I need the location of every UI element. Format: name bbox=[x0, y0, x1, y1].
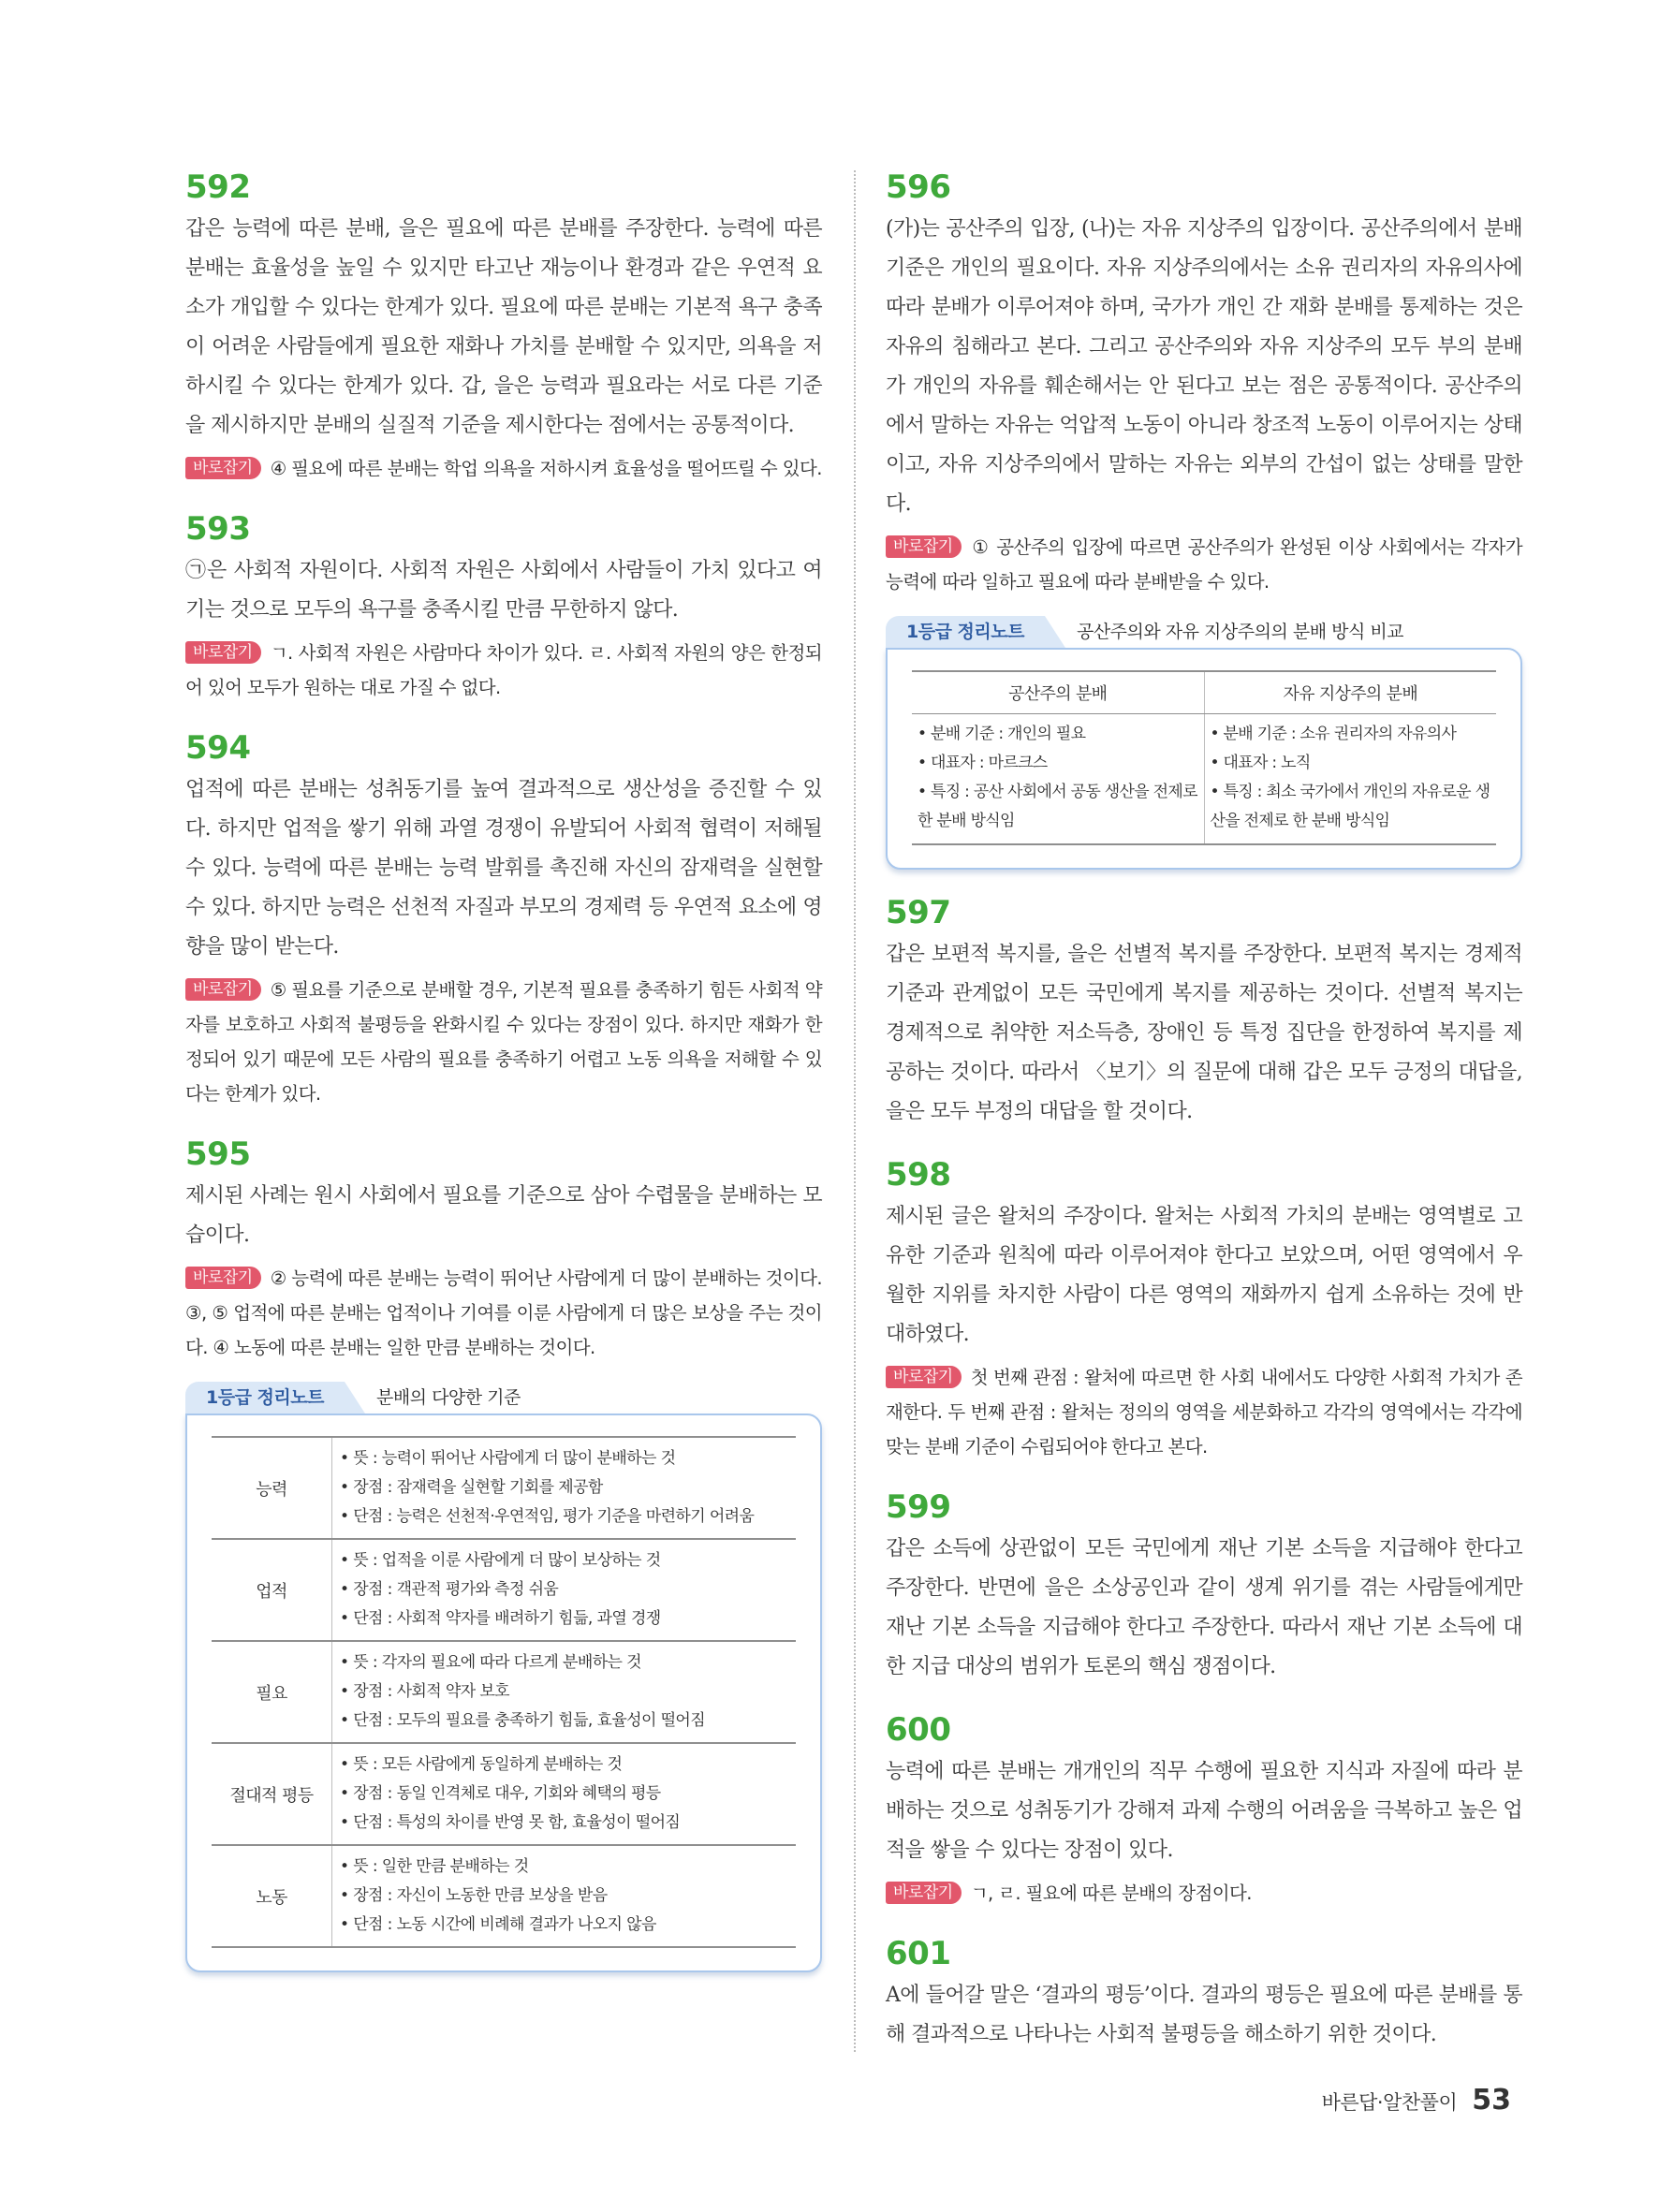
row-line: • 뜻 : 능력이 뛰어난 사람에게 더 많이 분배하는 것 bbox=[340, 1449, 676, 1468]
row-key: 절대적 평등 bbox=[212, 1743, 332, 1845]
correction-note bbox=[185, 451, 822, 486]
explanation-text: A에 들어갈 말은 ‘결과의 평등’이다. 결과의 평등은 필요에 따른 분배를 통해 결과적으로 나타나는 사회적 불평등을 해소하기 위한 것이다. bbox=[886, 1984, 1522, 2046]
question-number: 595 bbox=[185, 1135, 251, 1173]
question-number: 599 bbox=[886, 1488, 951, 1526]
row-value bbox=[332, 1743, 797, 1845]
explanation-text: 제시된 사례는 원시 사회에서 필요를 기준으로 삼아 수렵물을 분배하는 모습이다. bbox=[185, 1184, 822, 1247]
cell-line: • 분배 기준 : 개인의 필요 bbox=[918, 725, 1086, 743]
table-row bbox=[212, 1539, 796, 1641]
correction-note bbox=[185, 973, 822, 1111]
row-value bbox=[332, 1845, 797, 1947]
question-number: 598 bbox=[886, 1156, 951, 1194]
question-number: 596 bbox=[886, 168, 951, 206]
row-line: • 장점 : 사회적 약자 보호 bbox=[340, 1682, 509, 1701]
row-line: • 장점 : 자신이 노동한 만큼 보상을 받음 bbox=[340, 1886, 608, 1905]
row-value bbox=[332, 1539, 797, 1641]
row-line: • 장점 : 동일 인격체로 대우, 기회와 혜택의 평등 bbox=[340, 1784, 661, 1803]
correction-text: ㄱ. 사회적 자원은 사람마다 차이가 있다. ㄹ. 사회적 자원의 양은 한정되어 있어 모두가 원하는 대로 가질 수 없다. bbox=[185, 642, 822, 698]
correction-label: 바로잡기 bbox=[185, 978, 261, 1001]
question-597 bbox=[886, 894, 1522, 1132]
note-title: 분배의 다양한 기준 bbox=[375, 1387, 521, 1408]
explanation-text: 갑은 소득에 상관없이 모든 국민에게 재난 기본 소득을 지급해야 한다고 주장한다. 반면에 을은 소상공인과 같이 생계 위기를 겪는 사람들에게만 재난 기본 소득을 지급해야 한다고 주장한다. 따라서 재난 기본 소득에 대한 지급 대상의 범위가 토론의 핵심 쟁점이다. bbox=[886, 1537, 1522, 1678]
row-line: • 단점 : 사회적 약자를 배려하기 힘듦, 과열 경쟁 bbox=[340, 1609, 661, 1628]
row-line: • 단점 : 능력은 선천적·우연적임, 평가 기준을 마련하기 어려움 bbox=[340, 1507, 755, 1526]
explanation-text: 업적에 따른 분배는 성취동기를 높여 결과적으로 생산성을 증진할 수 있다. 하지만 업적을 쌓기 위해 과열 경쟁이 유발되어 사회적 협력이 저해될 수 있다. 능력에 따른 분배는 능력 발휘를 촉진해 자신의 잠재력을 실현할 수 있다. 하지만 능력은 선천적 자질과 부모의 경제력 등 우연적 요소에 영향을 많이 받는다. bbox=[185, 778, 822, 959]
question-593 bbox=[185, 510, 822, 705]
table-row bbox=[212, 1845, 796, 1947]
question-594 bbox=[185, 729, 822, 1111]
note-tag: 1등급 정리노트 bbox=[886, 616, 1045, 648]
table-header-row bbox=[912, 671, 1496, 714]
correction-text: ④ 필요에 따른 분배는 학업 의욕을 저하시켜 효율성을 떨어뜨릴 수 있다. bbox=[270, 458, 822, 479]
explanation-text: (가)는 공산주의 입장, (나)는 자유 지상주의 입장이다. 공산주의에서 분배 기준은 개인의 필요이다. 자유 지상주의에서는 소유 권리자의 자유의사에 따라 분배가 이루어져야 하며, 국가가 개인 간 재화 분배를 통제하는 것은 자유의 침해라고 본다. 그리고 공산주의와 자유 지상주의 모두 부의 분배가 개인의 자유를 훼손해서는 안 된다고 보는 점은 공통적이다. 공산주의에서 말하는 자유는 억압적 노동이 아니라 창조적 노동이 이루어지는 상태이고, 자유 지상주의에서 말하는 자유는 외부의 간섭이 없는 상태를 말한다. bbox=[886, 217, 1522, 516]
correction-label: 바로잡기 bbox=[886, 1882, 962, 1904]
page-footer bbox=[1322, 2084, 1511, 2117]
correction-label: 바로잡기 bbox=[886, 1366, 962, 1388]
correction-label: 바로잡기 bbox=[185, 641, 261, 664]
cell-line: • 특징 : 최소 국가에서 개인의 자유로운 생산을 전제로 한 분배 방식임 bbox=[1210, 783, 1490, 830]
column-header: 공산주의 분배 bbox=[912, 671, 1204, 714]
correction-note bbox=[886, 1360, 1522, 1464]
correction-label: 바로잡기 bbox=[185, 457, 261, 479]
correction-text: ㄱ, ㄹ. 필요에 따른 분배의 장점이다. bbox=[970, 1882, 1252, 1904]
correction-note bbox=[185, 1261, 822, 1365]
row-key: 노동 bbox=[212, 1845, 332, 1947]
explanation-text: 갑은 보편적 복지를, 을은 선별적 복지를 주장한다. 보편적 복지는 경제적 기준과 관계없이 모든 국민에게 복지를 제공하는 것이다. 선별적 복지는 경제적으로 취약한 저소득층, 장애인 등 특정 집단을 한정하여 복지를 제공하는 것이다. 따라서 〈보기〉의 질문에 대해 갑은 모두 긍정의 대답을, 을은 모두 부정의 대답을 할 것이다. bbox=[886, 943, 1522, 1123]
table-cell bbox=[1204, 714, 1496, 845]
table-cell bbox=[912, 714, 1204, 845]
correction-note bbox=[886, 530, 1522, 599]
page-number: 53 bbox=[1472, 2084, 1511, 2117]
note-tag: 1등급 정리노트 bbox=[185, 1382, 345, 1414]
column-header: 자유 지상주의 분배 bbox=[1204, 671, 1496, 714]
cell-line: • 분배 기준 : 소유 권리자의 자유의사 bbox=[1210, 725, 1457, 743]
note-title: 공산주의와 자유 지상주의의 분배 방식 비교 bbox=[1076, 622, 1404, 642]
question-number: 597 bbox=[886, 894, 951, 931]
criteria-table bbox=[212, 1436, 796, 1948]
question-599 bbox=[886, 1488, 1522, 1687]
question-595 bbox=[185, 1135, 822, 1972]
row-line: • 장점 : 객관적 평가와 측정 쉬움 bbox=[340, 1580, 559, 1599]
explanation-text: 제시된 글은 왈처의 주장이다. 왈처는 사회적 가치의 분배는 영역별로 고유한 기준과 원칙에 따라 이루어져야 한다고 보았으며, 어떤 영역에서 우월한 지위를 차지한 사람이 다른 영역의 재화까지 쉽게 소유하는 것에 반대하였다. bbox=[886, 1205, 1522, 1346]
row-value bbox=[332, 1641, 797, 1743]
table-row bbox=[912, 714, 1496, 845]
explanation-text: 능력에 따른 분배는 개개인의 직무 수행에 필요한 지식과 자질에 따라 분배하는 것으로 성취동기가 강해져 과제 수행의 어려움을 극복하고 높은 업적을 쌓을 수 있다는 장점이 있다. bbox=[886, 1760, 1522, 1862]
correction-text: ⑤ 필요를 기준으로 분배할 경우, 기본적 필요를 충족하기 힘든 사회적 약자를 보호하고 사회적 불평등을 완화시킬 수 있다는 장점이 있다. 하지만 재화가 한정되어 있기 때문에 모든 사람의 필요를 충족하기 어렵고 노동 의욕을 저해할 수 있다는 한계가 있다. bbox=[185, 979, 822, 1105]
correction-note bbox=[886, 1876, 1522, 1911]
correction-label: 바로잡기 bbox=[185, 1267, 261, 1289]
row-line: • 뜻 : 모든 사람에게 동일하게 분배하는 것 bbox=[340, 1755, 623, 1774]
question-number: 601 bbox=[886, 1935, 951, 1972]
question-600 bbox=[886, 1711, 1522, 1911]
right-column bbox=[886, 168, 1522, 2079]
cell-line: • 특징 : 공산 사회에서 공동 생산을 전제로 한 분배 방식임 bbox=[918, 783, 1197, 830]
summary-note-distribution-criteria bbox=[185, 1382, 822, 1972]
table-row bbox=[212, 1743, 796, 1845]
note-header bbox=[185, 1382, 822, 1414]
left-column bbox=[185, 168, 822, 1997]
row-key: 능력 bbox=[212, 1437, 332, 1539]
row-line: • 단점 : 특성의 차이를 반영 못 함, 효율성이 떨어짐 bbox=[340, 1813, 681, 1832]
correction-note bbox=[185, 636, 822, 705]
explanation-text: ㉠은 사회적 자원이다. 사회적 자원은 사회에서 사람들이 가치 있다고 여기는 것으로 모두의 욕구를 충족시킬 만큼 무한하지 않다. bbox=[185, 559, 822, 622]
summary-note-communism-libertarianism bbox=[886, 616, 1522, 870]
correction-label: 바로잡기 bbox=[886, 535, 962, 558]
footer-title: 바른답·알찬풀이 bbox=[1321, 2091, 1458, 2114]
column-divider bbox=[854, 170, 856, 2052]
question-598 bbox=[886, 1156, 1522, 1464]
row-line: • 뜻 : 각자의 필요에 따라 다르게 분배하는 것 bbox=[340, 1653, 641, 1672]
correction-text: ② 능력에 따른 분배는 능력이 뛰어난 사람에게 더 많이 분배하는 것이다. ③, ⑤ 업적에 따른 분배는 업적이나 기여를 이룬 사람에게 더 많은 보상을 주는 것이다. ④ 노동에 따른 분배는 일한 만큼 분배하는 것이다. bbox=[185, 1267, 822, 1358]
row-line: • 장점 : 잠재력을 실현할 기회를 제공함 bbox=[340, 1478, 603, 1497]
correction-text: ① 공산주의 입장에 따르면 공산주의가 완성된 이상 사회에서는 각자가 능력에 따라 일하고 필요에 따라 분배받을 수 있다. bbox=[886, 536, 1522, 593]
row-key: 업적 bbox=[212, 1539, 332, 1641]
correction-text: 첫 번째 관점 : 왈처에 따르면 한 사회 내에서도 다양한 사회적 가치가 존재한다. 두 번째 관점 : 왈처는 정의의 영역을 세분화하고 각각의 영역에서는 각각에 맞는 분배 기준이 수립되어야 한다고 본다. bbox=[886, 1367, 1522, 1458]
row-line: • 뜻 : 일한 만큼 분배하는 것 bbox=[340, 1857, 529, 1876]
table-row bbox=[212, 1641, 796, 1743]
comparison-table bbox=[912, 670, 1496, 845]
note-box bbox=[886, 648, 1522, 870]
question-592 bbox=[185, 168, 822, 486]
row-key: 필요 bbox=[212, 1641, 332, 1743]
question-number: 594 bbox=[185, 729, 251, 767]
row-line: • 단점 : 모두의 필요를 충족하기 힘듦, 효율성이 떨어짐 bbox=[340, 1711, 706, 1730]
question-596 bbox=[886, 168, 1522, 870]
question-601 bbox=[886, 1935, 1522, 2055]
table-row bbox=[212, 1437, 796, 1539]
question-number: 592 bbox=[185, 168, 251, 206]
note-box bbox=[185, 1414, 822, 1972]
cell-line: • 대표자 : 마르크스 bbox=[918, 754, 1048, 772]
row-value bbox=[332, 1437, 797, 1539]
question-number: 593 bbox=[185, 510, 251, 548]
question-number: 600 bbox=[886, 1711, 951, 1749]
explanation-text: 갑은 능력에 따른 분배, 을은 필요에 따른 분배를 주장한다. 능력에 따른 분배는 효율성을 높일 수 있지만 타고난 재능이나 환경과 같은 우연적 요소가 개입할 수 있다는 한계가 있다. 필요에 따른 분배는 기본적 욕구 충족이 어려운 사람들에게 필요한 재화나 가치를 분배할 수 있지만, 의욕을 저하시킬 수 있다는 한계가 있다. 갑, 을은 능력과 필요라는 서로 다른 기준을 제시하지만 분배의 실질적 기준을 제시한다는 점에서는 공통적이다. bbox=[185, 217, 822, 437]
note-header bbox=[886, 616, 1522, 648]
cell-line: • 대표자 : 노직 bbox=[1210, 754, 1311, 772]
row-line: • 뜻 : 업적을 이룬 사람에게 더 많이 보상하는 것 bbox=[340, 1551, 661, 1570]
row-line: • 단점 : 노동 시간에 비례해 결과가 나오지 않음 bbox=[340, 1915, 656, 1934]
